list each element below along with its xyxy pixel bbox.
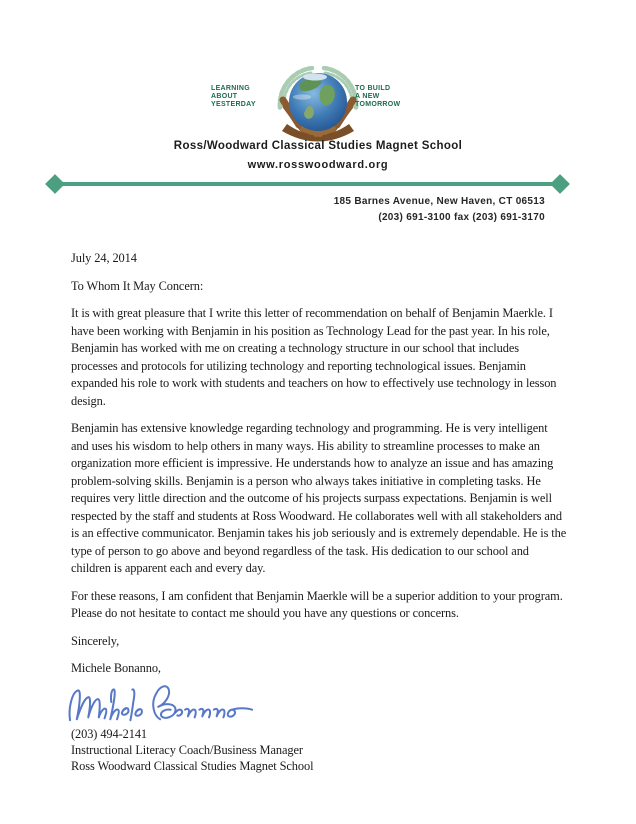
date-line: July 24, 2014 (71, 251, 137, 265)
address-line: 185 Barnes Avenue, New Haven, CT 06513 (333, 196, 545, 207)
letterhead-logo (0, 66, 636, 142)
school-name-title: Ross/Woodward Classical Studies Magnet School (173, 140, 463, 152)
salutation: To Whom It May Concern: (71, 278, 204, 293)
accent-rule (54, 182, 561, 186)
signer-name: Michele Bonanno, (71, 661, 161, 675)
logo-motto-right (355, 85, 401, 108)
rule-diamond-left (45, 174, 65, 194)
contact-phone: (203) 494-2141 (71, 726, 148, 741)
address-block (334, 194, 545, 226)
rule-diamond-right (550, 174, 570, 194)
motto-left-line1: LEARNING (211, 85, 250, 92)
handwritten-signature (63, 680, 263, 726)
motto-right-line2: A NEW (355, 93, 380, 100)
motto-right-line1: TO BUILD (355, 85, 391, 92)
motto-left-line3: YESTERDAY (211, 101, 256, 108)
signer-organization: Ross Woodward Classical Studies Magnet School (71, 758, 314, 773)
logo-motto-left (211, 85, 256, 108)
letter-body (71, 250, 567, 774)
paragraph-3: For these reasons, I am confident that Benjamin Maerkle will be a superior addition to your program. Please do not hesitate to contact me should you have any questions or concerns. (71, 588, 563, 620)
closing: Sincerely, (71, 633, 120, 648)
motto-left-line2: ABOUT (211, 93, 238, 100)
paragraph-1: It is with great pleasure that I write this letter of recommendation on behalf of Benjamin Maerkle. I have been working with Benjamin in his position as Technology Lead for the past year. In his role, Benjamin has worked with me on creating a technology structure in our school that includes processes and protocols for utilizing technology and reporting technological issues. Benjamin expanded his role to work with students and teachers on how to effectively use technology in lesson design. (71, 306, 557, 408)
phone-fax-line: (203) 691-3100 fax (203) 691-3170 (378, 212, 545, 223)
globe-icon (289, 73, 347, 131)
motto-right-line3: TOMORROW (355, 101, 401, 108)
school-logo (203, 66, 433, 142)
paragraph-2: Benjamin has extensive knowledge regarding technology and programming. He is very intelligent and uses his wisdom to help others in many ways. His ability to streamline processes to make an organization more efficient is impressive. He understands how to analyze an issue and has amazing problem-solving skills. Benjamin is a person who always takes initiative in completing tasks. He requires very little direction and the outcome of his projects surpass expectations. Benjamin is well respected by the staff and students at Ross Woodward. He collaborates well with all stakeholders and is an effective communicator. Benjamin takes his job seriously and is extremely dependable. He is the type of person to go above and beyond regardless of the task. His dedication to our school and children is apparent each and every day. (71, 421, 567, 575)
school-website-url: www.rosswoodward.org (247, 159, 389, 171)
signer-contact-block (71, 726, 567, 774)
signer-title: Instructional Literacy Coach/Business Manager (71, 742, 303, 757)
